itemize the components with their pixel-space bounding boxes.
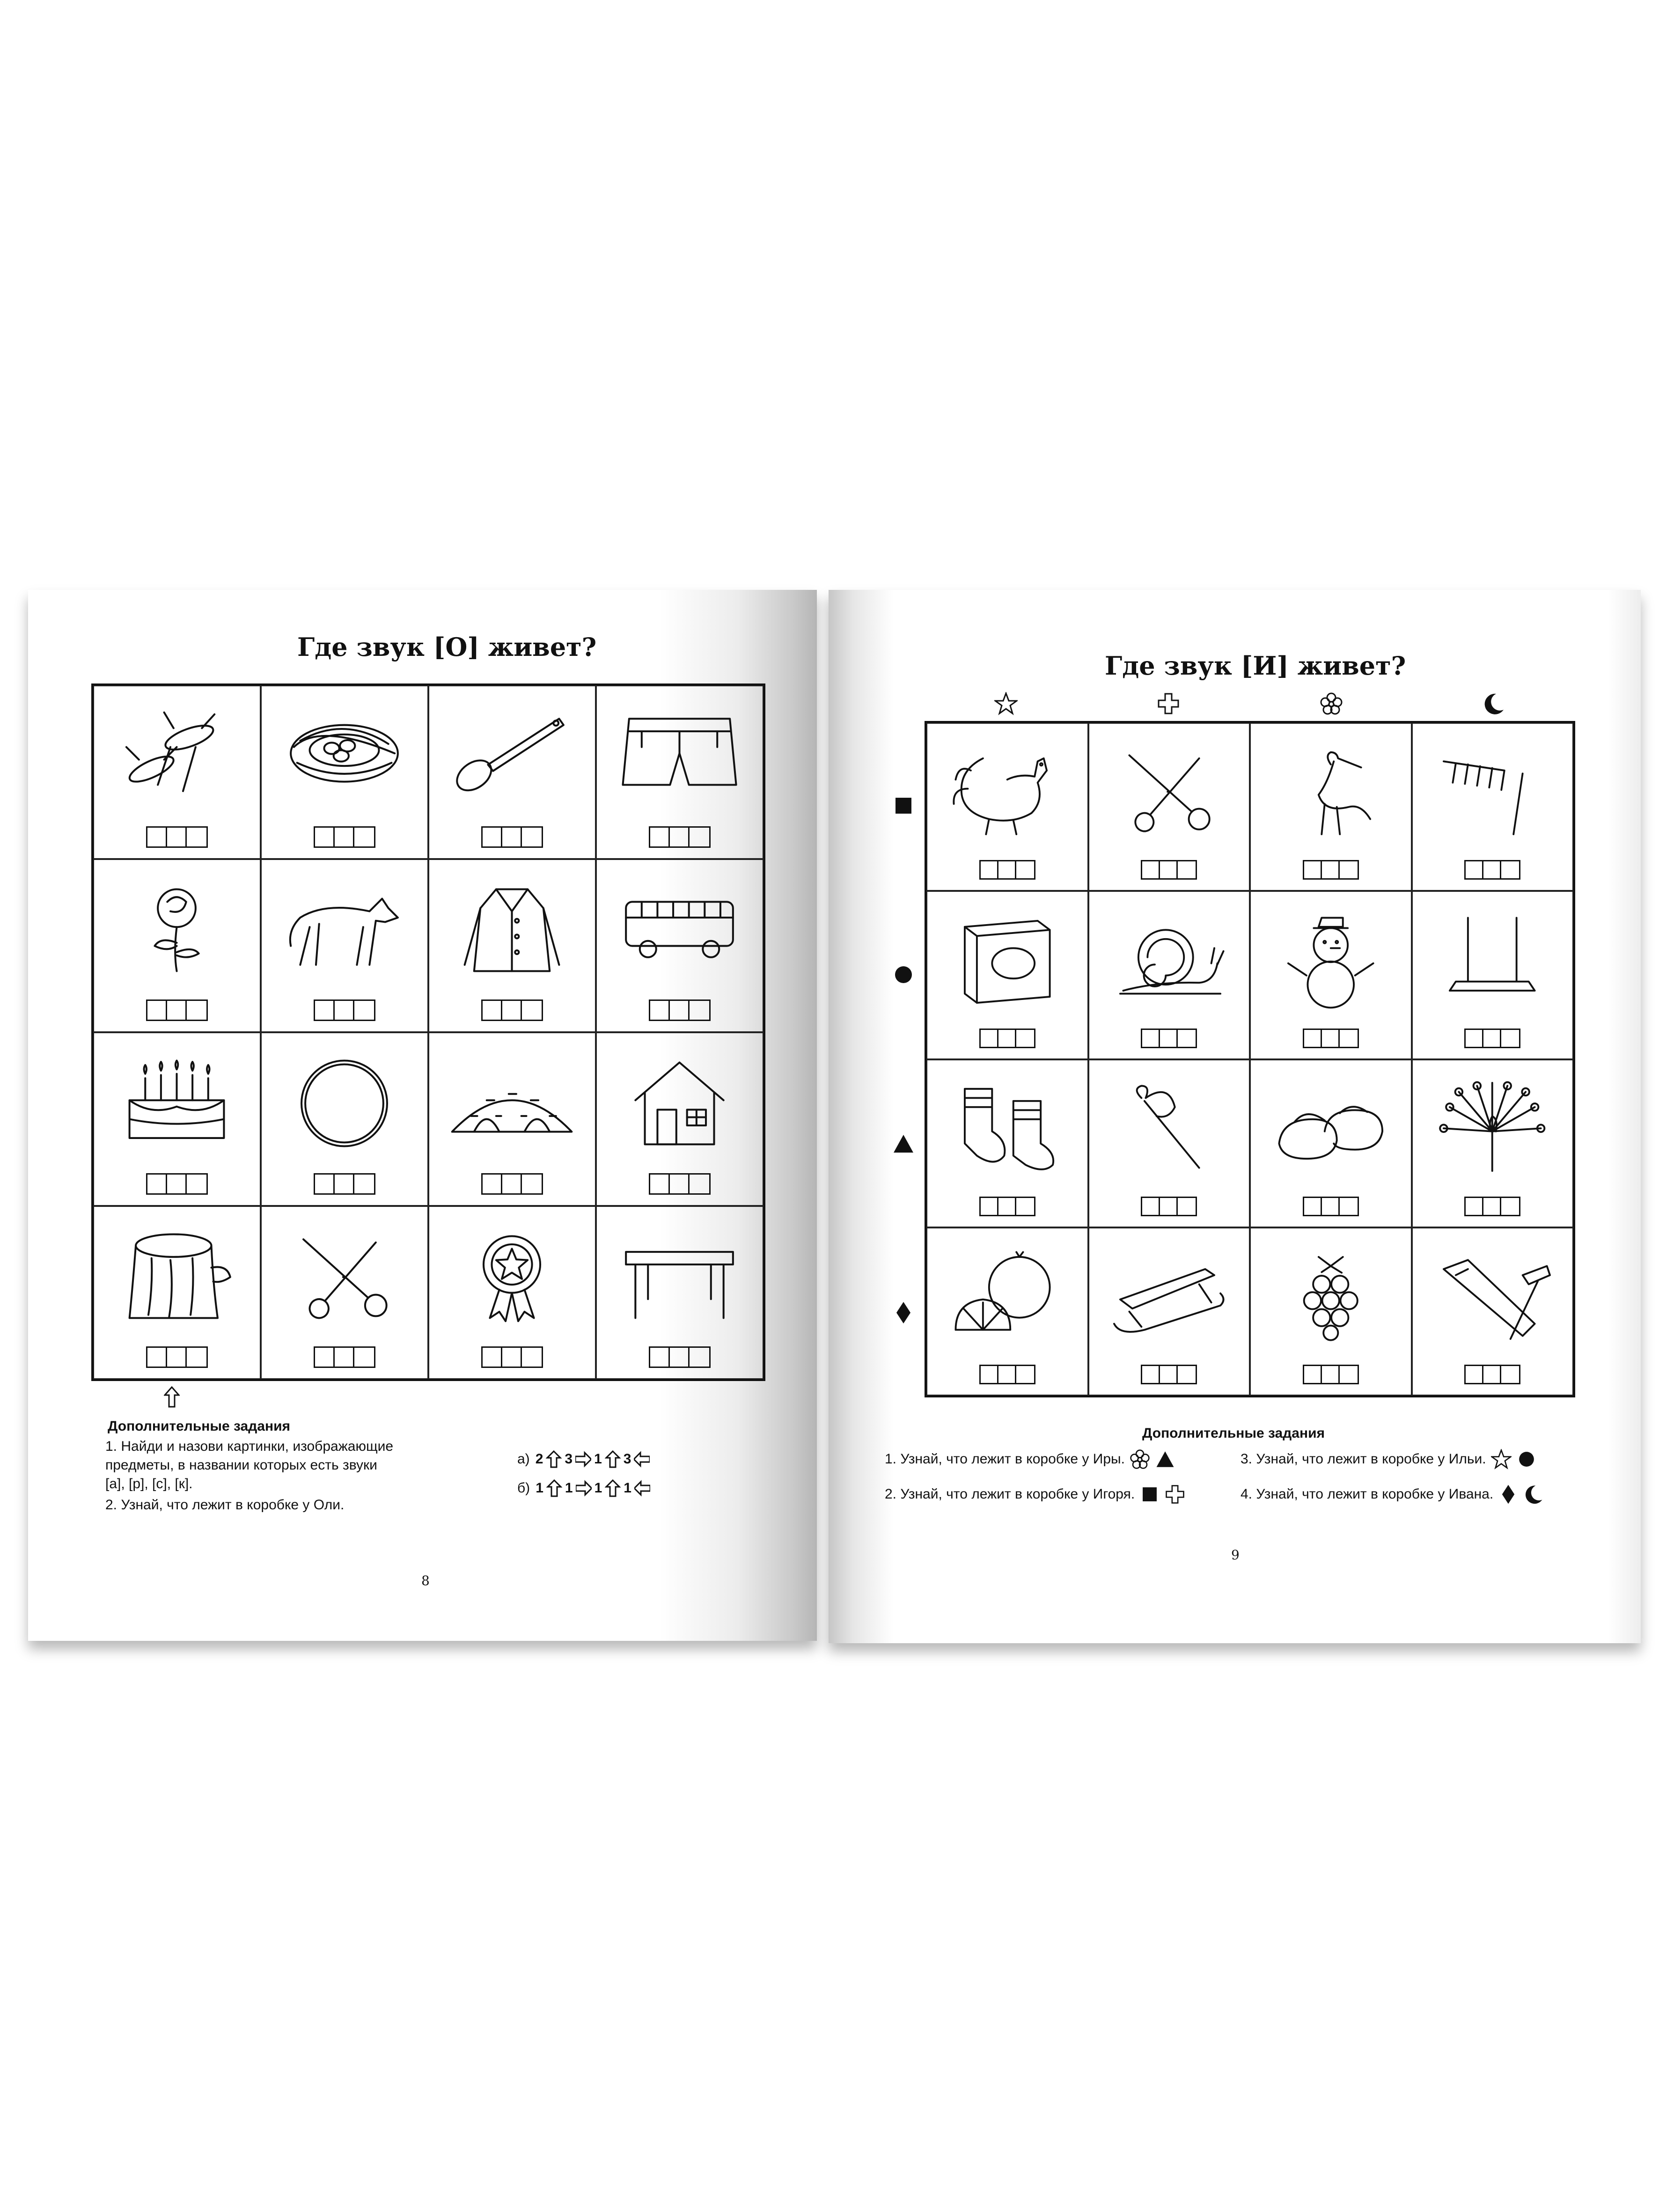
letter-boxes[interactable] (1141, 1197, 1197, 1216)
letter-boxes[interactable] (649, 1346, 711, 1368)
right-grid-cell (1088, 1059, 1250, 1227)
left-task-line: 1. Найди и назови картинки, изображающие (105, 1439, 394, 1454)
rose-icon (114, 874, 240, 987)
flower-outline-icon (1320, 692, 1343, 715)
right-grid-cell (1250, 891, 1412, 1059)
page-number: 9 (1231, 1547, 1240, 1563)
left-grid-cell (93, 1032, 261, 1206)
letter-boxes[interactable] (649, 1173, 711, 1195)
arrow-up-icon (546, 1479, 562, 1497)
right-grid-cell (1412, 891, 1574, 1059)
wolf-icon (281, 874, 407, 987)
right-grid-cell (1250, 723, 1412, 891)
code-digit: 3 (623, 1451, 631, 1467)
table-icon (617, 1220, 742, 1334)
letter-boxes[interactable] (314, 1173, 375, 1195)
letter-boxes[interactable] (1303, 1365, 1359, 1384)
letter-boxes[interactable] (1141, 1365, 1197, 1384)
shorts-icon (617, 700, 742, 813)
left-grid-cell (596, 1206, 763, 1380)
left-section-heading: Дополнительные задания (108, 1418, 291, 1434)
left-task-line: 2. Узнай, что лежит в коробке у Оли. (105, 1497, 345, 1513)
left-grid-cell (93, 685, 261, 859)
swing-icon (1431, 905, 1553, 1015)
arrow-up-icon (605, 1450, 621, 1468)
code-digit: 3 (565, 1451, 573, 1467)
right-page-title: Где звук [И] живет? (1105, 651, 1406, 681)
left-page (28, 590, 817, 1641)
code-digit: 2 (535, 1451, 543, 1467)
house-icon (617, 1047, 742, 1160)
scissors-icon (1108, 737, 1230, 846)
triangle-icon (892, 1132, 915, 1155)
diamond-icon (892, 1301, 915, 1324)
orange-icon (947, 1242, 1068, 1351)
scissors-icon (281, 1220, 407, 1334)
right-grid-cell (926, 891, 1088, 1059)
letter-boxes[interactable] (649, 826, 711, 848)
flower-outline-icon (1130, 1449, 1150, 1470)
hoop-icon (281, 1047, 407, 1160)
right-grid-cell (1250, 1227, 1412, 1396)
letter-boxes[interactable] (314, 826, 375, 848)
left-task-line: предметы, в названии которых есть звуки (105, 1457, 377, 1473)
needle-icon (1108, 1073, 1230, 1183)
task-text: 4. Узнай, что лежит в коробке у Ивана. (1241, 1486, 1494, 1502)
right-grid-cell (1088, 1227, 1250, 1396)
right-section-heading: Дополнительные задания (1142, 1426, 1325, 1441)
right-task-line (1241, 1484, 1544, 1505)
left-grid-cell (428, 685, 596, 859)
star-outline-icon (1491, 1449, 1512, 1470)
letter-boxes[interactable] (1303, 1197, 1359, 1216)
left-grid-cell (596, 859, 763, 1033)
stork-icon (1270, 737, 1392, 846)
stump-icon (114, 1220, 240, 1334)
left-grid-cell (261, 1032, 428, 1206)
snowman-icon (1270, 905, 1392, 1015)
task-text: 1. Узнай, что лежит в коробке у Иры. (885, 1451, 1125, 1467)
right-grid-cell (1412, 723, 1574, 891)
triangle-icon (1155, 1449, 1175, 1470)
left-grid-cell (261, 1206, 428, 1380)
code-digit: 1 (624, 1480, 631, 1496)
letter-boxes[interactable] (481, 999, 543, 1021)
letter-boxes[interactable] (979, 1029, 1035, 1048)
arrow-code-a (517, 1450, 650, 1468)
left-grid-cell (93, 859, 261, 1033)
star-outline-icon (994, 692, 1018, 715)
code-digit: 1 (594, 1480, 602, 1496)
diamond-icon (1498, 1484, 1519, 1505)
left-grid-cell (261, 685, 428, 859)
letter-boxes[interactable] (481, 1173, 543, 1195)
bridge-icon (449, 1047, 575, 1160)
task-text: 2. Узнай, что лежит в коробке у Игоря. (885, 1486, 1135, 1502)
letter-boxes[interactable] (481, 1346, 543, 1368)
right-grid-cell (926, 1059, 1088, 1227)
code-label: б) (517, 1480, 530, 1496)
left-grid-cell (428, 1032, 596, 1206)
book-icon (947, 905, 1068, 1015)
right-grid-cell (1412, 1059, 1574, 1227)
task-text: 3. Узнай, что лежит в коробке у Ильи. (1241, 1451, 1486, 1467)
letter-boxes[interactable] (146, 826, 208, 848)
arrow-up-icon (546, 1450, 562, 1468)
arrow-left-icon (634, 1479, 650, 1497)
turkey-icon (947, 737, 1068, 846)
arrow-left-icon (634, 1450, 650, 1468)
letter-boxes[interactable] (1464, 1365, 1520, 1384)
letter-boxes[interactable] (314, 1346, 375, 1368)
crescent-icon (1523, 1484, 1544, 1505)
cross-outline-icon (1157, 692, 1180, 715)
sled-icon (1108, 1242, 1230, 1351)
left-task-line: [а], [р], [с], [к]. (105, 1476, 193, 1492)
letter-boxes[interactable] (146, 1173, 208, 1195)
tools-icon (1431, 1242, 1553, 1351)
letter-boxes[interactable] (1464, 1029, 1520, 1048)
raspberry-icon (1270, 1242, 1392, 1351)
left-grid-cell (428, 1206, 596, 1380)
code-label: а) (517, 1451, 530, 1467)
right-grid-cell (926, 1227, 1088, 1396)
left-grid-cell (596, 1032, 763, 1206)
left-page-title: Где звук [О] живет? (297, 632, 597, 662)
letter-boxes[interactable] (979, 860, 1035, 880)
letter-boxes[interactable] (146, 999, 208, 1021)
medal-icon (449, 1220, 575, 1334)
crescent-icon (1482, 692, 1505, 715)
left-grid-cell (596, 685, 763, 859)
socks-icon (947, 1073, 1068, 1183)
left-picture-grid (91, 683, 765, 1381)
letter-boxes[interactable] (1464, 1197, 1520, 1216)
letter-boxes[interactable] (1303, 1029, 1359, 1048)
right-task-line (885, 1449, 1175, 1470)
cake-icon (114, 1047, 240, 1160)
right-page (829, 590, 1641, 1643)
letter-boxes[interactable] (979, 1365, 1035, 1384)
right-task-line (1241, 1449, 1537, 1470)
letter-boxes[interactable] (649, 999, 711, 1021)
left-grid-cell (428, 859, 596, 1033)
letter-boxes[interactable] (1303, 860, 1359, 880)
slippers-icon (1270, 1073, 1392, 1183)
spoon-icon (449, 700, 575, 813)
letter-boxes[interactable] (481, 826, 543, 848)
square-icon (892, 794, 915, 817)
right-grid-cell (926, 723, 1088, 891)
arrow-code-b (517, 1479, 650, 1497)
up-arrow-icon (164, 1386, 180, 1411)
peacock-icon (1431, 1073, 1553, 1183)
code-digit: 1 (565, 1480, 573, 1496)
code-digit: 1 (594, 1451, 602, 1467)
arrow-right-icon (575, 1450, 591, 1468)
arrow-right-icon (576, 1479, 592, 1497)
rake-icon (1431, 737, 1553, 846)
snail-icon (1108, 905, 1230, 1015)
letter-boxes[interactable] (146, 1346, 208, 1368)
letter-boxes[interactable] (1141, 860, 1197, 880)
left-grid-cell (93, 1206, 261, 1380)
wasps-icon (114, 700, 240, 813)
nest-icon (281, 700, 407, 813)
left-grid-cell (261, 859, 428, 1033)
letter-boxes[interactable] (314, 999, 375, 1021)
right-picture-grid (925, 721, 1575, 1397)
arrow-up-icon (605, 1479, 621, 1497)
right-grid-cell (1412, 1227, 1574, 1396)
right-task-line (885, 1484, 1185, 1505)
circle-icon (1516, 1449, 1537, 1470)
page-number: 8 (421, 1573, 430, 1588)
letter-boxes[interactable] (979, 1197, 1035, 1216)
square-icon (1139, 1484, 1160, 1505)
right-grid-cell (1088, 723, 1250, 891)
right-grid-cell (1250, 1059, 1412, 1227)
circle-icon (892, 963, 915, 986)
right-grid-cell (1088, 891, 1250, 1059)
letter-boxes[interactable] (1141, 1029, 1197, 1048)
code-digit: 1 (536, 1480, 543, 1496)
letter-boxes[interactable] (1464, 860, 1520, 880)
cross-outline-icon (1165, 1484, 1185, 1505)
coat-icon (449, 874, 575, 987)
bus-icon (617, 874, 742, 987)
